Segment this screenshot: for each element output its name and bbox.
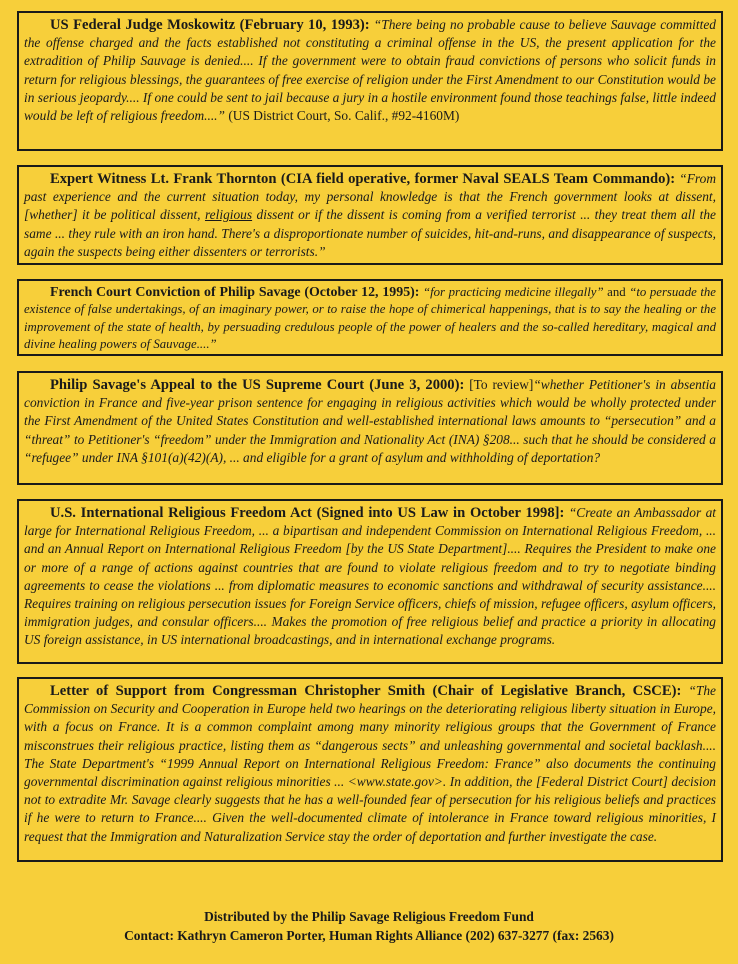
section-religious-freedom-act	[17, 499, 723, 664]
section-quote: “whether Petitioner's in absentia conviction in France and five-year prison sentence for engaging in religious activities which would be wholly protected under the First Amendment of the United States Constitution and well-established international laws amounts to “persecution” and a “threat” to Petitioner's “freedom” under the Immigration and Nationality Act (INA) §208... such that he should be considered a “refugee” under INA §101(a)(42)(A), ... and eligible for a grant of asylum and withholding of deportation?	[24, 377, 716, 465]
section-quote-underlined: religious	[204, 207, 253, 223]
section-quote-part: “From past experience and the current situation today, my personal knowledge is that the French government looks at dissent, [whether] it be political dissent,	[24, 171, 716, 223]
section-heading: Expert Witness Lt. Frank Thornton (CIA field operative, former Naval SEALS Team Commando):	[50, 171, 676, 187]
section-supreme-court-appeal	[17, 371, 723, 485]
section-heading: US Federal Judge Moskowitz (February 10, 1993):	[50, 17, 370, 33]
section-citation: (US District Court, So. Calif., #92-4160M)	[228, 108, 460, 124]
section-congressman-letter	[17, 677, 723, 862]
section-quote: “Create an Ambassador at large for International Religious Freedom, ... a bipartisan and independent Commission on International Religious Freedom, ... and an Annual Report on International Religious Freedom [by the US State Department].... Requires the President to make one or more of a range of actions against countries that are found to violate religious freedom and to try to negotiate binding agreements to cease the violations ... from diplomatic measures to economic sanctions and withdrawal of security assistance.... Requires training on religious persecution issues for Foreign Service officers, chiefs of mission, refugee officers, asylum officers, immigration judges, and consular officers.... Makes the promotion of free religious belief and practice a priority in allocating US foreign assistance, in US international broadcastings, and in international exchange programs.	[24, 505, 716, 648]
section-quote: “for practicing medicine illegally”	[422, 285, 604, 299]
section-quote: “There being no probable cause to believe Sauvage committed the offense charged and the facts established not constituting a criminal offense in the US, the present application for the extradition of Philip Sauvage is denied.... If the government were to obtain fraud convictions of persons who solicit funds in return for religious blessings, the guarantees of free exercise of religion under the First Amendment to our Constitution would be in serious jeopardy.... If one could be sent to jail because a jury in a hostile environment found those teachings false, little indeed would be left of religious freedom....”	[24, 17, 716, 124]
section-expert-witness	[17, 165, 723, 265]
section-quote-part: dissent or if the dissent is coming from a verified terrorist ... they treat them all the same ... they rule with an iron hand. There's a disproportionate number of suicides, hit-and-runs, and disappearance of suspects, again the suspects being either dissenters or terrorists.”	[24, 207, 716, 259]
section-heading: Philip Savage's Appeal to the US Supreme Court (June 3, 2000):	[50, 377, 465, 393]
section-quote: “The Commission on Security and Cooperation in Europe held two hearings on the deteriorating religious liberty situation in Europe, with a focus on France. It is a common complaint among many minority religious groups that the Government of France misconstrues their religious practice, listing them as “dangerous sects” and unleashing governmental and societal backlash.... The State Department's “1999 Annual Report on International Religious Freedom: France” also documents the continuing governmental discrimination against religious minorities ... <www.state.gov>. In addition, the [Federal District Court] decision not to extradite Mr. Savage clearly suggests that he has a well-founded fear of persecution for his religious beliefs and practices if he were to return to France.... Given the well-documented climate of intolerance in France toward religious minorities, I request that the Immigration and Naturalization Service stay the order of deportation and further investigate the case.	[24, 683, 716, 844]
section-prefix: [To review]	[469, 377, 534, 392]
section-heading: French Court Conviction of Philip Savage (October 12, 1995):	[50, 285, 420, 300]
footer-distributed-by: Distributed by the Philip Savage Religious Freedom Fund	[204, 909, 534, 924]
section-connector: and	[607, 285, 626, 299]
section-quote: “to persuade the existence of false undertakings, of an imaginary power, or to raise the hope of chimerical happenings, that is to say the healing or the improvement of the state of health, by persuading credulous people of the power of healers and the so-called hereditary, magical and divine healing powers of Sauvage....”	[24, 285, 716, 352]
footer-contact: Contact: Kathryn Cameron Porter, Human Rights Alliance (202) 637-3277 (fax: 2563)	[124, 928, 614, 943]
section-heading: U.S. International Religious Freedom Act (Signed into US Law in October 1998]:	[50, 505, 565, 521]
section-french-court	[17, 279, 723, 356]
section-heading: Letter of Support from Congressman Christopher Smith (Chair of Legislative Branch, CSCE):	[50, 683, 682, 699]
section-judge-moskowitz	[17, 11, 723, 151]
